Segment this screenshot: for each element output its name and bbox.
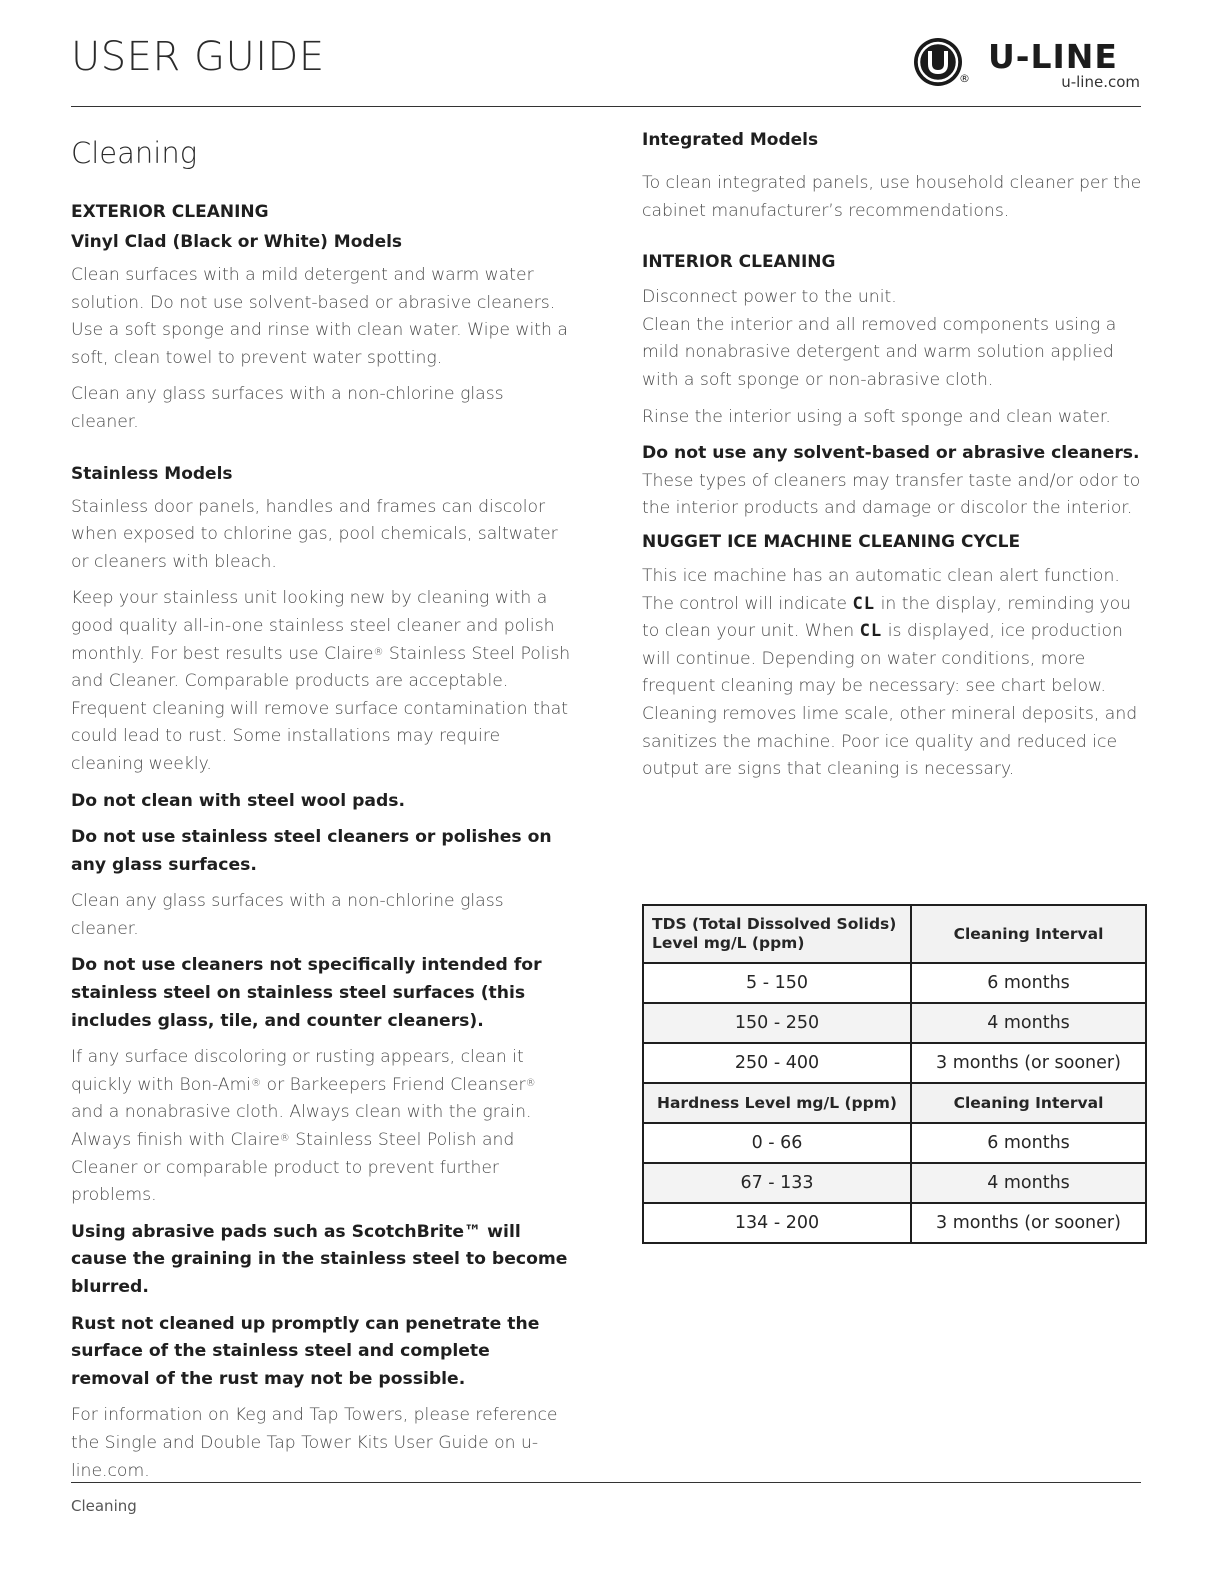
table-row: 150 - 250 4 months: [643, 1003, 1146, 1043]
brand-wordmark: U-LINE: [988, 37, 1118, 76]
table-row: 0 - 66 6 months: [643, 1123, 1146, 1163]
warning-unintended-cleaners: Do not use cleaners not specifically intended for stainless steel on stainless steel surfaces (this includes glass, tile, and counter cleaners).: [71, 955, 542, 1031]
interval-header-cell: Cleaning Interval: [911, 905, 1146, 963]
interior-paragraph-2: Rinse the interior using a soft sponge and clean water.: [642, 406, 1111, 427]
exterior-cleaning-heading: EXTERIOR CLEANING: [71, 202, 269, 222]
interior-cleaning-heading: INTERIOR CLEANING: [642, 252, 836, 273]
stainless-paragraph-2: Keep your stainless unit looking new by cleaning with a good quality all-in-one stainless steel cleaner and polish monthly. For best results use Claire® Stainless Steel Polish and Cleaner. Comparable products are acceptable. Frequent cleaning will remove surface contamination that could lead to rust. Some installations may require cleaning weekly.: [71, 588, 571, 774]
integrated-models-heading: Integrated Models: [642, 130, 819, 150]
table-row: 5 - 150 6 months: [643, 963, 1146, 1003]
hardness-header-cell: Hardness Level mg/L (ppm): [643, 1083, 911, 1123]
keg-tap-paragraph: For information on Keg and Tap Towers, please reference the Single and Double Tap Tower Kits User Guide on u-line.com.: [71, 1405, 558, 1481]
discoloring-paragraph: If any surface discoloring or rusting appears, clean it quickly with Bon-Ami® or Barkeepers Friend Cleanser® and a nonabrasive cloth. Always clean with the grain. Always finish with Claire® Stainless Steel Polish and Cleaner or comparable product to prevent further problems.: [71, 1047, 536, 1206]
page-header-title: USER GUIDE: [71, 34, 325, 80]
table-row: 67 - 133 4 months: [643, 1163, 1146, 1203]
footer-label: Cleaning: [71, 1497, 137, 1515]
right-column: [642, 130, 1147, 793]
vinyl-paragraph-1: Clean surfaces with a mild detergent and warm water solution. Do not use solvent-based or abrasive cleaners. Use a soft sponge and rinse with clean water. Wipe with a soft, clean towel to prevent water spotting.: [71, 265, 568, 368]
cl-display-code: CL: [852, 593, 876, 614]
interior-paragraph-3: Do not use any solvent-based or abrasive cleaners. These types of cleaners may transfer taste and/or odor to the interior products and damage or discolor the interior.: [642, 443, 1141, 519]
nugget-ice-heading: NUGGET ICE MACHINE CLEANING CYCLE: [642, 531, 1021, 552]
glass-cleaning-paragraph: Clean any glass surfaces with a non-chlorine glass cleaner.: [71, 891, 504, 939]
table-row: 134 - 200 3 months (or sooner): [643, 1203, 1146, 1243]
stainless-models-heading: Stainless Models: [71, 463, 233, 484]
brand-logo: [912, 34, 1142, 94]
left-column: [71, 130, 571, 1494]
integrated-paragraph: To clean integrated panels, use household cleaner per the cabinet manufacturer’s recommendations.: [642, 173, 1142, 221]
vinyl-paragraph-2: Clean any glass surfaces with a non-chlorine glass cleaner.: [71, 384, 504, 432]
table-header-row: [643, 1083, 1146, 1123]
section-title: Cleaning: [71, 136, 198, 170]
vinyl-models-heading: Vinyl Clad (Black or White) Models: [71, 232, 403, 252]
warning-steel-wool: Do not clean with steel wool pads.: [71, 790, 406, 811]
cleaning-interval-table: [642, 904, 1147, 1244]
interval-header-cell: Cleaning Interval: [911, 1083, 1146, 1123]
u-line-logo-icon: [912, 36, 964, 88]
cl-display-code: CL: [859, 621, 883, 642]
table-row: 250 - 400 3 months (or sooner): [643, 1043, 1146, 1083]
table-header-row: [643, 905, 1146, 963]
header-divider: [71, 106, 1141, 107]
warning-glass-surfaces: Do not use stainless steel cleaners or polishes on any glass surfaces.: [71, 827, 552, 875]
interior-paragraph-1: Disconnect power to the unit. Clean the interior and all removed components using a mild nonabrasive detergent and warm solution applied with a soft sponge or non-abrasive cloth.: [642, 287, 1117, 390]
stainless-paragraph-1: Stainless door panels, handles and frames can discolor when exposed to chlorine gas, pool chemicals, saltwater or cleaners with bleach.: [71, 496, 558, 572]
warning-abrasive-pads: Using abrasive pads such as ScotchBrite™ will cause the graining in the stainless steel to become blurred.: [71, 1221, 568, 1297]
warning-rust: Rust not cleaned up promptly can penetrate the surface of the stainless steel and complete removal of the rust may not be possible.: [71, 1313, 540, 1389]
nugget-ice-paragraph: This ice machine has an automatic clean alert function. The control will indicate CL in the display, reminding you to clean your unit. When CL is displayed, ice production will continue. Depending on water conditions, more frequent cleaning may be necessary: see chart below. Cleaning removes lime scale, other mineral deposits, and sanitizes the machine. Poor ice quality and reduced ice output are signs that cleaning is necessary.: [642, 565, 1138, 780]
tds-header-cell: TDS (Total Dissolved Solids) Level mg/L (ppm): [643, 905, 911, 963]
footer-divider: [71, 1482, 1141, 1483]
registered-mark: ®: [959, 72, 970, 85]
brand-url: u-line.com: [1061, 73, 1140, 91]
